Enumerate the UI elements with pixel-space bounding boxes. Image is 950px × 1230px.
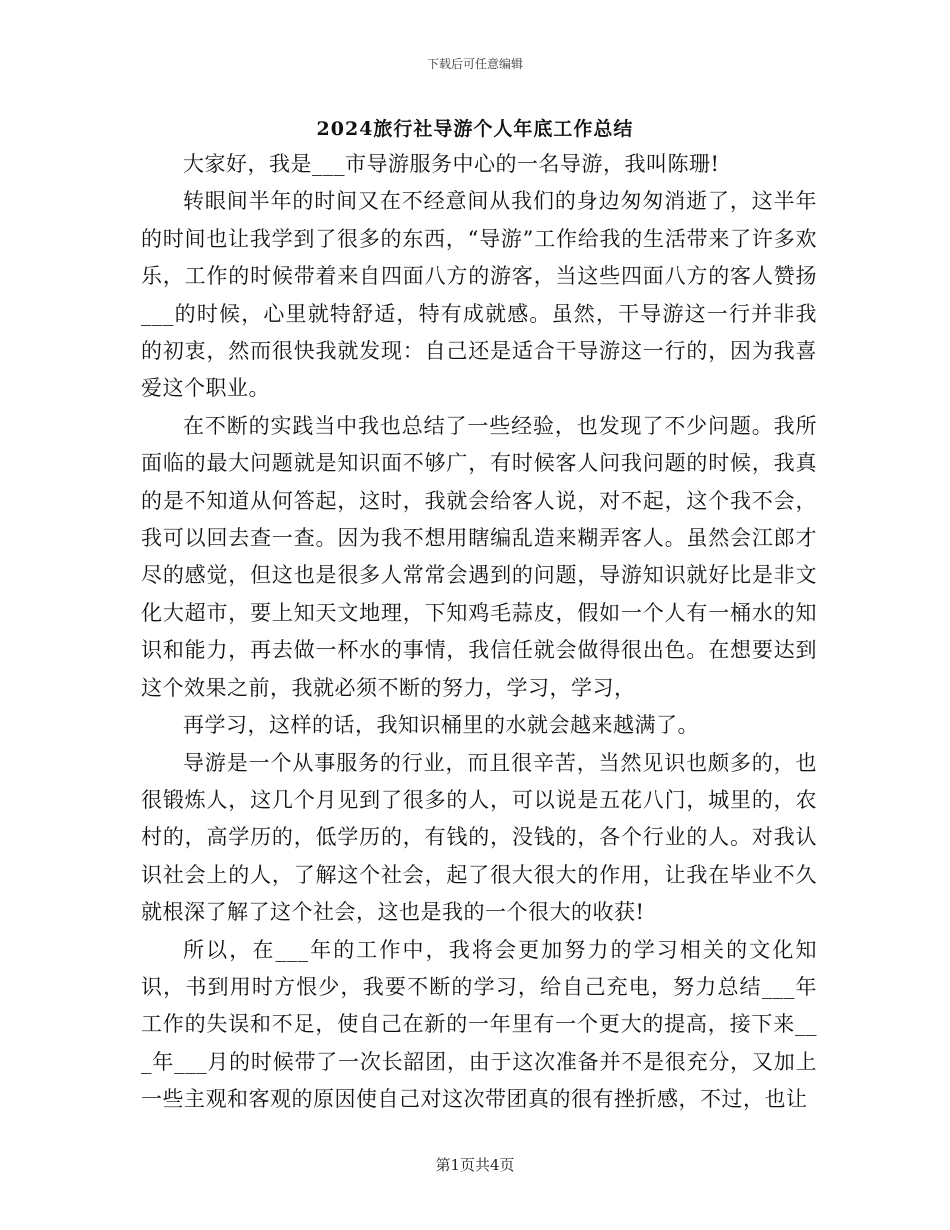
paragraph: 所以，在___年的工作中，我将会更加努力的学习相关的文化知识，书到用时方恨少，我要不断的学习，给自己充电，努力总结___年工作的失误和不足，使自己在新的一年里有一个更大的提高，接下来___年___月的时候带了一次长韶团，由于这次准备并不是很充分，又加上一些主观和客观的原因使自己对这次带团真的很有挫折感，不过，也让 (141, 937, 817, 1112)
header-note: 下载后可任意编辑 (426, 57, 523, 71)
paragraph: 转眼间半年的时间又在不经意间从我们的身边匆匆消逝了，这半年的时间也让我学到了很多的东西，“导游”工作给我的生活带来了许多欢乐，工作的时候带着来自四面八方的游客，当这些四面八方的客人赞扬___的时候，心里就特舒适，特有成就感。虽然，干导游这一行并非我的初衷，然而很快我就发现：自己还是适合干导游这一行的，因为我喜爱这个职业。 (141, 189, 817, 401)
paragraph: 导游是一个从事服务的行业，而且很辛苦，当然见识也颇多的，也很锻炼人，这几个月见到了很多的人，可以说是五花八门，城里的，农村的，高学历的，低学历的，有钱的，没钱的，各个行业的人。对我认识社会上的人，了解这个社会，起了很大很大的作用，让我在毕业不久就根深了解了这个社会，这也是我的一个很大的收获! (141, 750, 817, 925)
paragraph: 大家好，我是___市导游服务中心的一名导游，我叫陈珊! (183, 152, 720, 176)
paragraph: 在不断的实践当中我也总结了一些经验，也发现了不少问题。我所面临的最大问题就是知识面不够广，有时候客人问我问题的时候，我真的是不知道从何答起，这时，我就会给客人说，对不起，这个我不会，我可以回去查一查。因为我不想用瞎编乱造来糊弄客人。虽然会江郎才尽的感觉，但这也是很多人常常会遇到的问题，导游知识就好比是非文化大超市，要上知天文地理，下知鸡毛蒜皮，假如一个人有一桶水的知识和能力，再去做一杯水的事情，我信任就会做得很出色。在想要达到这个效果之前，我就必须不断的努力，学习，学习， (141, 413, 817, 700)
page-indicator: 第1页共4页 (435, 1156, 515, 1174)
document-body (141, 146, 817, 1119)
document-title: 2024旅行社导游个人年底工作总结 (316, 118, 634, 140)
paragraph: 再学习，这样的话，我知识桶里的水就会越来越满了。 (183, 713, 699, 738)
